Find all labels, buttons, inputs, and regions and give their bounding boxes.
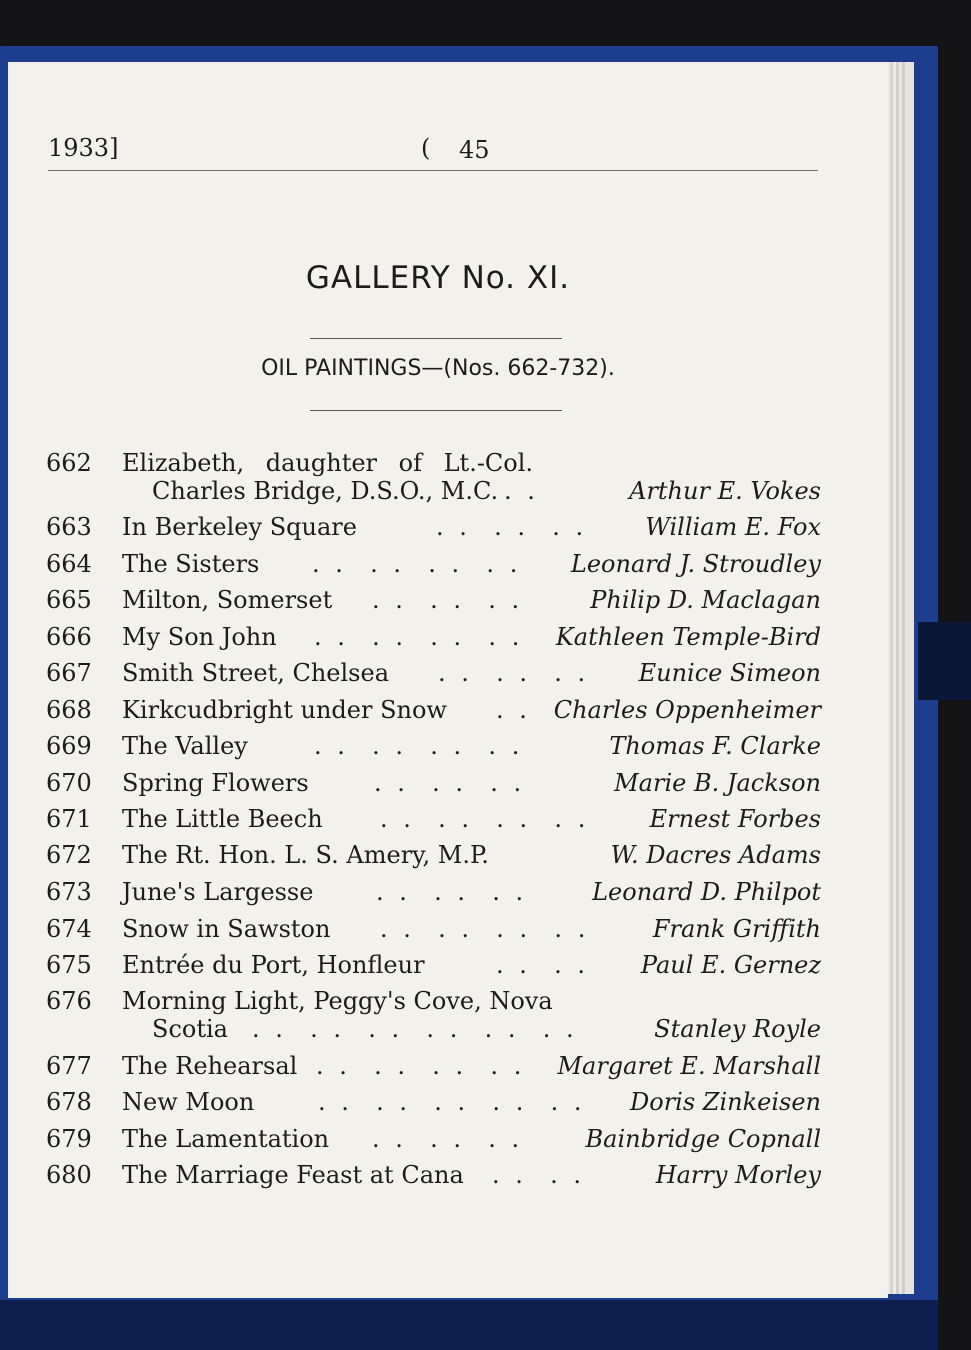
catalogue-entry: [46, 1049, 821, 1083]
entry-number: 669: [46, 732, 92, 760]
catalogue-entry: [46, 912, 821, 946]
entry-title: Snow in Sawston: [122, 915, 331, 943]
entry-artist: Leonard J. Stroudley: [570, 550, 821, 578]
catalogue-entry: [46, 948, 821, 982]
entry-number: 662: [46, 449, 92, 477]
entry-artist: Bainbridge Copnall: [585, 1125, 821, 1153]
entry-title-continuation: Charles Bridge, D.S.O., M.C.: [152, 477, 499, 505]
entry-artist: Doris Zinkeisen: [630, 1088, 821, 1116]
catalogue-entry: [46, 1085, 821, 1119]
catalogue-entry: [46, 1158, 821, 1192]
entry-artist: Charles Oppenheimer: [553, 696, 821, 724]
dot-leader: . . . . . .: [438, 659, 590, 687]
dot-leader: . . . .: [496, 951, 590, 979]
catalogue-entry: [46, 838, 821, 872]
entry-number: 668: [46, 696, 92, 724]
entry-title-continuation: Scotia: [152, 1015, 228, 1043]
dot-leader: . . . . . . . .: [314, 623, 524, 651]
entry-number: 675: [46, 951, 92, 979]
entry-title: The Valley: [122, 732, 248, 760]
entry-artist: Philip D. Maclagan: [590, 586, 821, 614]
entry-title: Kirkcudbright under Snow: [122, 696, 447, 724]
entry-artist: Paul E. Gernez: [640, 951, 821, 979]
entry-title: In Berkeley Square: [122, 513, 357, 541]
catalogue-entry: [46, 1122, 821, 1156]
catalogue-entry: [46, 583, 821, 617]
entry-artist: Marie B. Jackson: [614, 769, 821, 797]
entry-artist: William E. Fox: [645, 513, 821, 541]
dot-leader: . . . . . .: [374, 769, 526, 797]
dot-leader: . . . . . . . .: [380, 915, 590, 943]
entry-number: 672: [46, 841, 92, 869]
entry-title: The Rehearsal: [122, 1052, 298, 1080]
dot-leader: . . . . . .: [372, 1125, 524, 1153]
entry-artist: Ernest Forbes: [649, 805, 821, 833]
dot-leader: . . . . . . . . . . . .: [252, 1015, 578, 1043]
entry-title: The Sisters: [122, 550, 260, 578]
entry-title: Morning Light, Peggy's Cove, Nova: [122, 987, 553, 1015]
catalogue-entry: [46, 875, 821, 909]
entry-artist: Thomas F. Clarke: [609, 732, 821, 760]
dot-leader: . . . . . . . .: [380, 805, 590, 833]
catalogue-entry: [46, 693, 821, 727]
entry-artist: Arthur E. Vokes: [629, 477, 821, 505]
catalogue-entry: [46, 766, 821, 800]
bookmark-tab: [918, 622, 971, 700]
dot-leader: . . . . . .: [372, 586, 524, 614]
entry-artist: Kathleen Temple-Bird: [555, 623, 821, 651]
catalogue-entry: [46, 656, 821, 690]
dot-leader: . . . . . . . .: [312, 550, 522, 578]
entry-artist: Leonard D. Philpot: [592, 878, 821, 906]
entry-number: 676: [46, 987, 92, 1015]
entry-number: 663: [46, 513, 92, 541]
subtitle-rule: [310, 410, 562, 411]
entry-title: The Lamentation: [122, 1125, 330, 1153]
entry-title: The Rt. Hon. L. S. Amery, M.P.: [122, 841, 489, 869]
entry-number: 671: [46, 805, 92, 833]
dot-leader: . . . . . .: [376, 878, 528, 906]
dot-leader: . . . . . . . .: [316, 1052, 526, 1080]
entry-title: The Marriage Feast at Cana: [122, 1161, 464, 1189]
catalogue-page: [8, 62, 888, 1298]
entry-artist: W. Dacres Adams: [610, 841, 821, 869]
dot-leader: . . . . . . . . . .: [318, 1088, 586, 1116]
entry-title: Elizabeth, daughter of Lt.-Col.: [122, 449, 534, 477]
entry-number: 678: [46, 1088, 92, 1116]
running-head-paren: (: [421, 134, 431, 162]
entry-title: Milton, Somerset: [122, 586, 333, 614]
title-rule: [310, 338, 562, 339]
header-rule: [48, 170, 818, 171]
entry-number: 670: [46, 769, 92, 797]
dot-leader: . . . .: [492, 1161, 586, 1189]
entry-number: 674: [46, 915, 92, 943]
entry-number: 680: [46, 1161, 92, 1189]
running-head-year: 1933]: [48, 134, 119, 162]
gallery-title: GALLERY No. XI.: [305, 260, 571, 296]
catalogue-entry-continuation: [46, 474, 821, 508]
dot-leader: . . . . . . . .: [314, 732, 524, 760]
catalogue-entry-continuation: [46, 1012, 821, 1046]
entry-artist: Margaret E. Marshall: [557, 1052, 821, 1080]
entry-artist: Stanley Royle: [654, 1015, 821, 1043]
entry-number: 673: [46, 878, 92, 906]
catalogue-entry: [46, 620, 821, 654]
catalogue-entry: [46, 510, 821, 544]
running-head: [48, 134, 818, 170]
catalogue-entry: [46, 729, 821, 763]
entry-number: 679: [46, 1125, 92, 1153]
entry-title: My Son John: [122, 623, 277, 651]
entry-title: New Moon: [122, 1088, 255, 1116]
entry-artist: Harry Morley: [655, 1161, 821, 1189]
entry-title: The Little Beech: [122, 805, 323, 833]
entry-number: 665: [46, 586, 92, 614]
catalogue-entry: [46, 802, 821, 836]
entry-number: 664: [46, 550, 92, 578]
entry-title: Smith Street, Chelsea: [122, 659, 389, 687]
entry-artist: Eunice Simeon: [638, 659, 821, 687]
page-number: 45: [459, 136, 490, 164]
entry-artist: Frank Griffith: [652, 915, 821, 943]
entry-title: Entrée du Port, Honfleur: [122, 951, 425, 979]
catalogue-entry: [46, 547, 821, 581]
entry-title: Spring Flowers: [122, 769, 309, 797]
book-cover-edge: [0, 1300, 938, 1350]
dot-leader: . . . . . .: [436, 513, 588, 541]
section-subtitle: OIL PAINTINGS—(Nos. 662-732).: [261, 356, 615, 381]
entry-number: 666: [46, 623, 92, 651]
entry-number: 667: [46, 659, 92, 687]
entry-title: June's Largesse: [122, 878, 314, 906]
dot-leader: . .: [504, 477, 539, 505]
dot-leader: . .: [496, 696, 531, 724]
entry-number: 677: [46, 1052, 92, 1080]
